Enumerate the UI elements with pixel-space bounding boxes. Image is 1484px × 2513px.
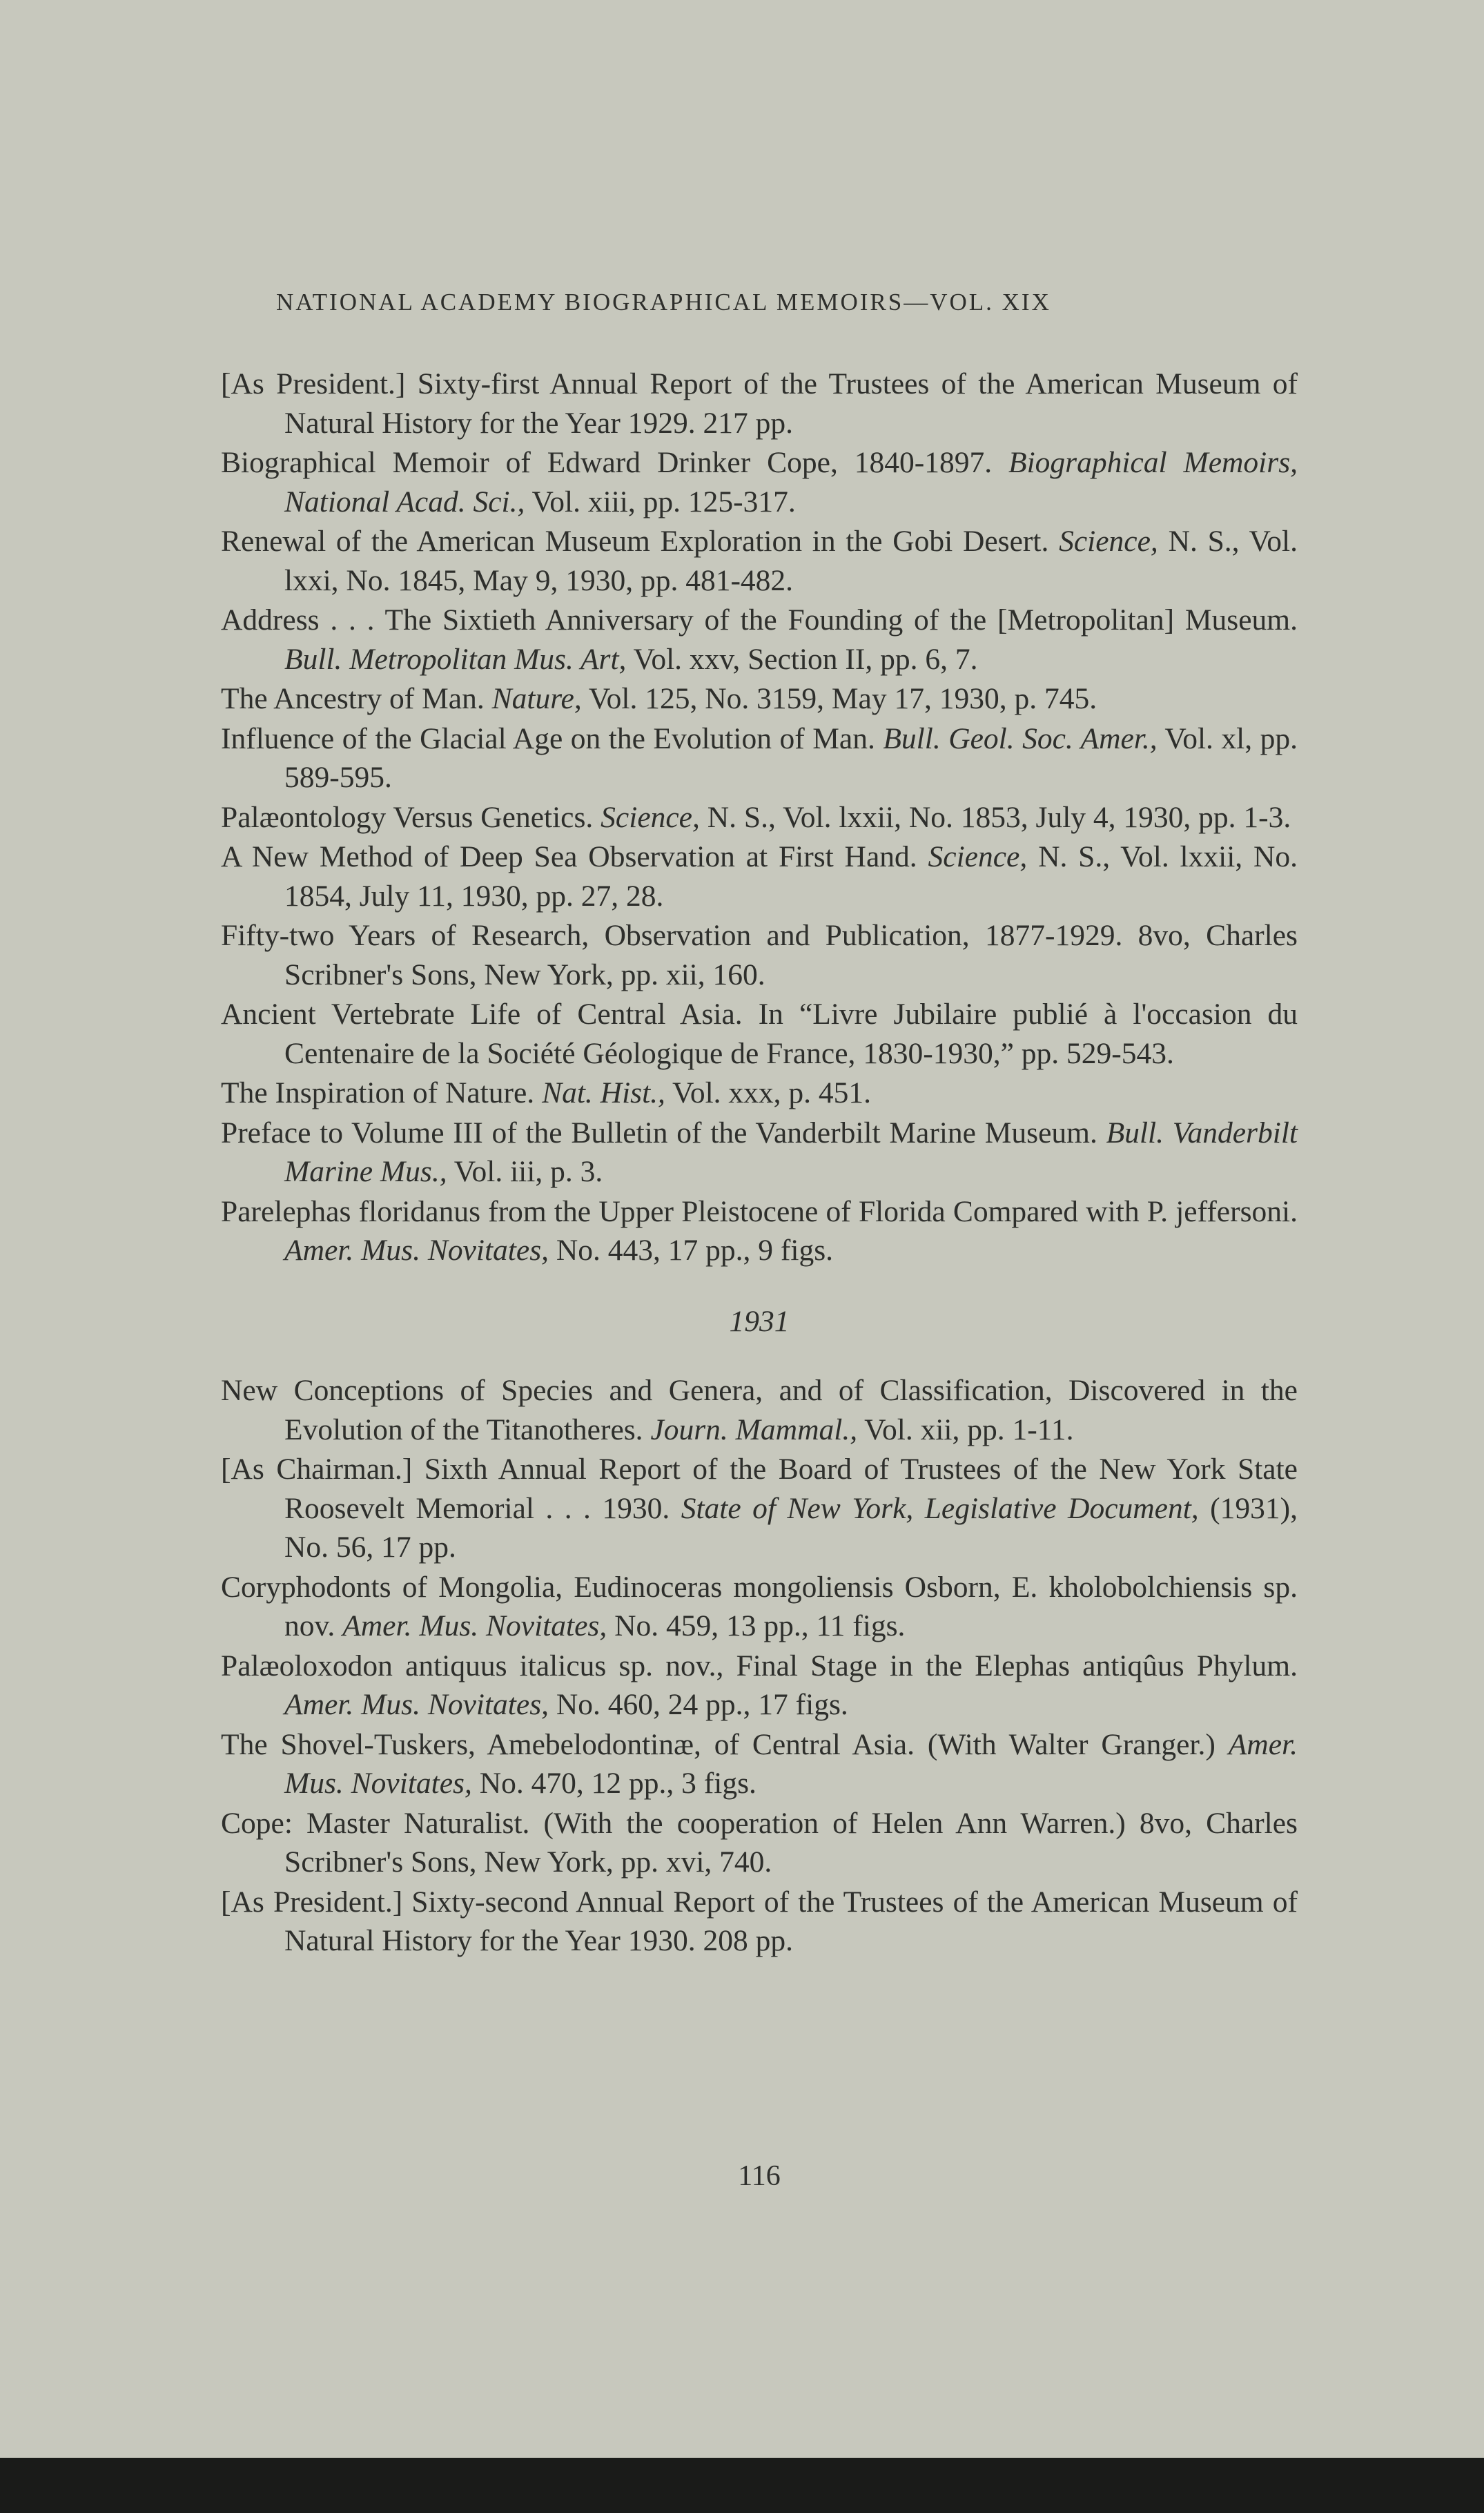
bibliography-entry: Biographical Memoir of Edward Drinker Cope, 1840-1897. Biographical Memoirs, National Acad. Sci., Vol. xiii, pp. 125-317. [221, 446, 1298, 518]
page-number: 116 [738, 2160, 781, 2192]
bibliography-entry: [As President.] Sixty-second Annual Report of the Trustees of the American Museum of Natural History for the Year 1930. 208 pp. [221, 1885, 1298, 1957]
bibliography-entry: Fifty-two Years of Research, Observation and Publication, 1877-1929. 8vo, Charles Scribner's Sons, New York, pp. xii, 160. [221, 919, 1298, 991]
bibliography-entry: The Ancestry of Man. Nature, Vol. 125, No. 3159, May 17, 1930, p. 745. [221, 682, 1097, 715]
bibliography-entry: Ancient Vertebrate Life of Central Asia. In “Livre Jubilaire publié à l'occasion du Centenaire de la Société Géologique de France, 1830-1930,” pp. 529-543. [221, 998, 1298, 1070]
bibliography-entry: Influence of the Glacial Age on the Evolution of Man. Bull. Geol. Soc. Amer., Vol. xl, pp. 589-595. [221, 721, 1298, 794]
bibliography-entry: Parelephas floridanus from the Upper Pleistocene of Florida Compared with P. jeffersoni. Amer. Mus. Novitates, No. 443, 17 pp., 9 figs. [221, 1194, 1298, 1267]
year-heading: 1931 [729, 1304, 790, 1338]
bibliography-entry: Preface to Volume III of the Bulletin of the Vanderbilt Marine Museum. Bull. Vanderbilt Marine Mus., Vol. iii, p. 3. [221, 1116, 1298, 1188]
bibliography-list [221, 365, 1298, 1961]
bibliography-entry: Renewal of the American Museum Exploration in the Gobi Desert. Science, N. S., Vol. lxxi, No. 1845, May 9, 1930, pp. 481-482. [221, 525, 1298, 597]
bibliography-entry: New Conceptions of Species and Genera, and of Classification, Discovered in the Evolution of the Titanotheres. Journ. Mammal., Vol. xii, pp. 1-11. [221, 1374, 1298, 1446]
bibliography-entry: Coryphodonts of Mongolia, Eudinoceras mongoliensis Osborn, E. kholobolchiensis sp. nov. Amer. Mus. Novitates, No. 459, 13 pp., 11 figs. [221, 1570, 1298, 1642]
bibliography-entry: Palæontology Versus Genetics. Science, N. S., Vol. lxxii, No. 1853, July 4, 1930, pp. 1-3. [221, 800, 1291, 834]
running-head: NATIONAL ACADEMY BIOGRAPHICAL MEMOIRS—VOL. XIX [276, 289, 1051, 316]
bibliography-entry: Palæoloxodon antiquus italicus sp. nov., Final Stage in the Elephas antiqûus Phylum. Amer. Mus. Novitates, No. 460, 24 pp., 17 figs. [221, 1649, 1298, 1721]
bibliography-entry: The Inspiration of Nature. Nat. Hist., Vol. xxx, p. 451. [221, 1076, 872, 1109]
bibliography-entry: Cope: Master Naturalist. (With the cooperation of Helen Ann Warren.) 8vo, Charles Scribner's Sons, New York, pp. xvi, 740. [221, 1806, 1298, 1879]
bibliography-entry: [As Chairman.] Sixth Annual Report of the Board of Trustees of the New York State Roosevelt Memorial . . . 1930. State of New York, Legislative Document, (1931), No. 56, 17 pp. [221, 1453, 1298, 1564]
bibliography-entry: A New Method of Deep Sea Observation at First Hand. Science, N. S., Vol. lxxii, No. 1854, July 11, 1930, pp. 27, 28. [221, 840, 1298, 913]
bibliography-entry: Address . . . The Sixtieth Anniversary of the Founding of the [Metropolitan] Museum. Bull. Metropolitan Mus. Art, Vol. xxv, Section II, pp. 6, 7. [221, 603, 1298, 676]
scan-edge-strip [0, 2458, 1484, 2513]
bibliography-entry: The Shovel-Tuskers, Amebelodontinæ, of Central Asia. (With Walter Granger.) Amer. Mus. Novitates, No. 470, 12 pp., 3 figs. [221, 1727, 1298, 1800]
bibliography-entry: [As President.] Sixty-first Annual Report of the Trustees of the American Museum of Natural History for the Year 1929. 217 pp. [221, 367, 1298, 440]
